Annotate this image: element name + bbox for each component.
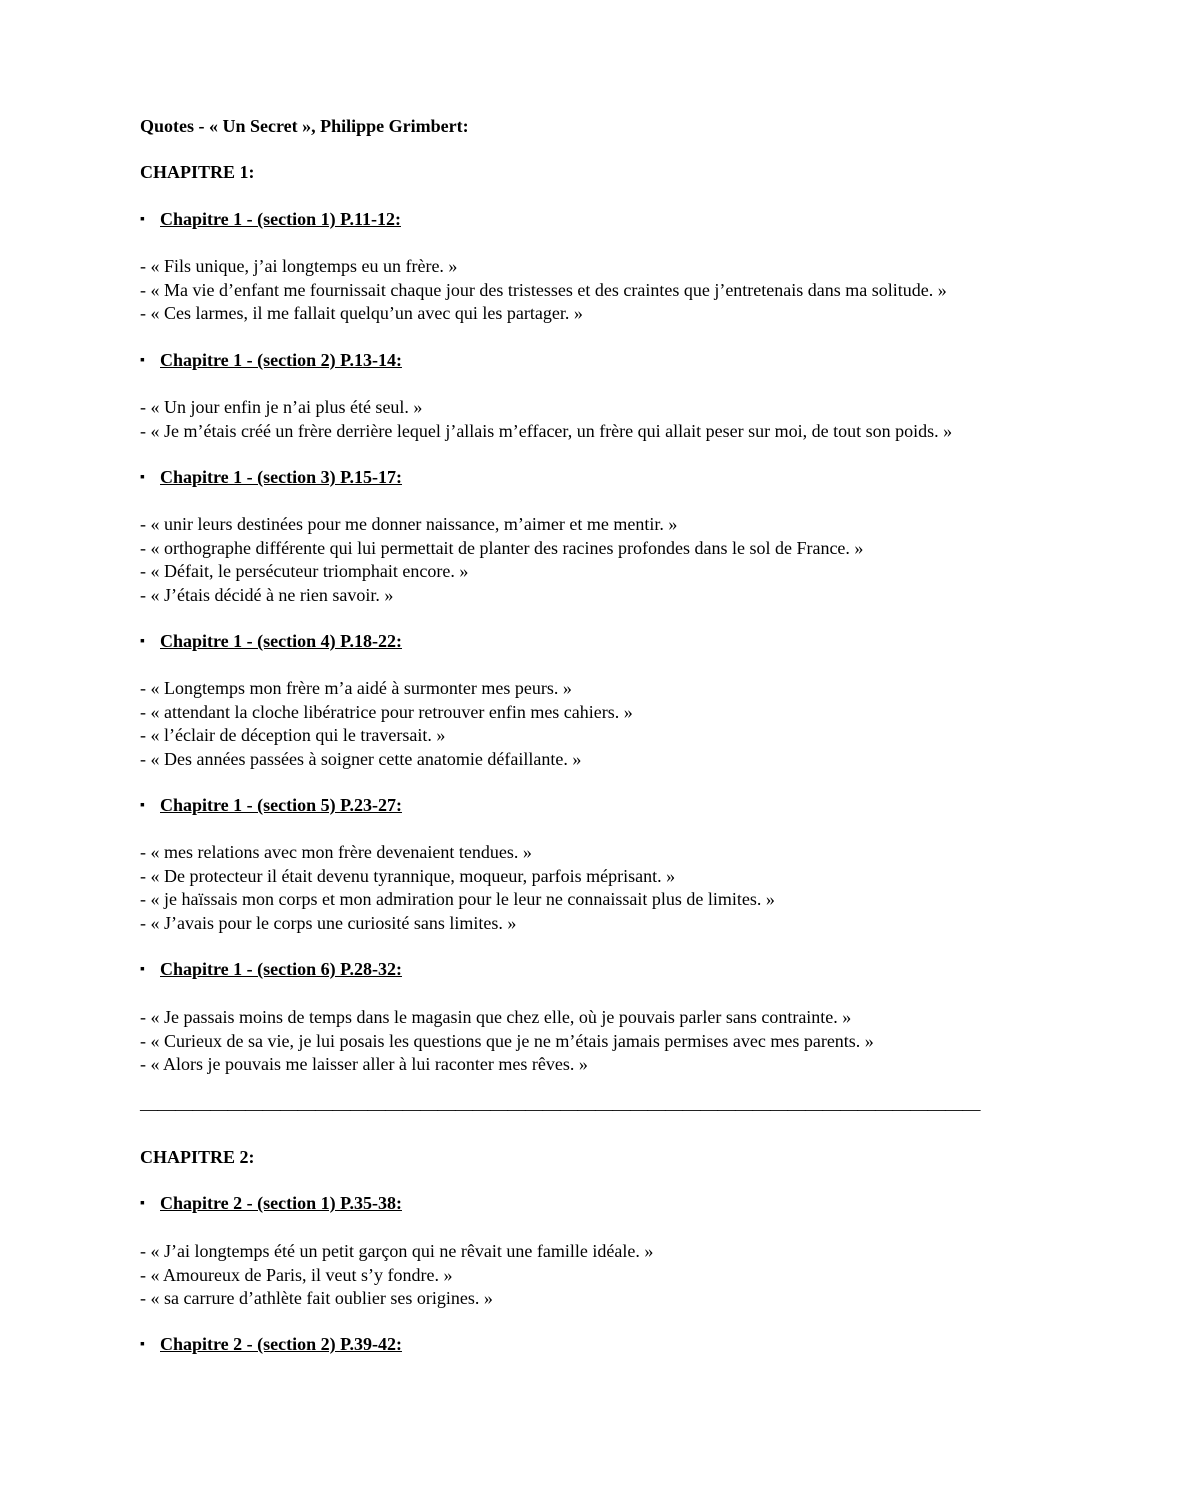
chapter-separator: ———————————————————————————————————————————————— [140, 1099, 980, 1119]
document-title: Quotes - « Un Secret », Philippe Grimbert: [140, 116, 469, 136]
bullet-icon: ▪ [140, 634, 145, 649]
section-label: Chapitre 2 - (section 2) P.39-42: [160, 1334, 402, 1354]
section-label: Chapitre 1 - (section 1) P.11-12: [160, 209, 401, 229]
section-label: Chapitre 1 - (section 4) P.18-22: [160, 631, 402, 651]
section-label: Chapitre 1 - (section 3) P.15-17: [160, 467, 402, 487]
quote-list [140, 841, 775, 935]
chapter-1-heading: CHAPITRE 1: [140, 162, 255, 182]
quote-line: - « Alors je pouvais me laisser aller à lui raconter mes rêves. » [140, 1054, 588, 1074]
quote-line: - « Fils unique, j’ai longtemps eu un frère. » [140, 256, 458, 276]
bullet-icon: ▪ [140, 353, 145, 368]
bullet-icon: ▪ [140, 798, 145, 813]
section-label: Chapitre 1 - (section 6) P.28-32: [160, 959, 402, 979]
quote-line: - « J’étais décidé à ne rien savoir. » [140, 584, 394, 605]
quote-line: - « orthographe différente qui lui permettait de planter des racines profondes dans le sol de France. » [140, 537, 864, 558]
quote-line: - « attendant la cloche libératrice pour retrouver enfin mes cahiers. » [140, 701, 633, 722]
quote-line: - « je haïssais mon corps et mon admiration pour le leur ne connaissait plus de limites. » [140, 889, 775, 909]
quote-line: - « Un jour enfin je n’ai plus été seul. » [140, 397, 423, 417]
quote-line: - « mes relations avec mon frère devenaient tendues. » [140, 842, 532, 862]
quote-list [140, 1006, 874, 1077]
bullet-icon: ▪ [140, 212, 145, 227]
quote-line: - « l’éclair de déception qui le traversait. » [140, 725, 446, 745]
quote-line: - « J’avais pour le corps une curiosité sans limites. » [140, 912, 517, 933]
quote-line: - « Défait, le persécuteur triomphait encore. » [140, 561, 469, 581]
quote-list [140, 396, 952, 443]
quote-list [140, 1240, 653, 1311]
quote-line: - « Ma vie d’enfant me fournissait chaque jour des tristesses et des craintes que j’entretenais dans ma solitude. » [140, 279, 947, 300]
quote-line: - « sa carrure d’athlète fait oublier ses origines. » [140, 1288, 493, 1308]
section-label: Chapitre 1 - (section 2) P.13-14: [160, 350, 402, 370]
quote-line: - « De protecteur il était devenu tyrannique, moqueur, parfois méprisant. » [140, 865, 676, 886]
quote-line: - « Amoureux de Paris, il veut s’y fondre. » [140, 1264, 453, 1285]
quote-line: - « Je passais moins de temps dans le magasin que chez elle, où je pouvais parler sans contrainte. » [140, 1007, 852, 1027]
quote-line: - « Longtemps mon frère m’a aidé à surmonter mes peurs. » [140, 678, 572, 698]
bullet-icon: ▪ [140, 1337, 145, 1352]
quote-list [140, 513, 863, 607]
bullet-icon: ▪ [140, 1196, 145, 1211]
section-label: Chapitre 1 - (section 5) P.23-27: [160, 795, 402, 815]
quote-line: - « unir leurs destinées pour me donner naissance, m’aimer et me mentir. » [140, 514, 678, 534]
chapter-2-heading: CHAPITRE 2: [140, 1147, 255, 1167]
bullet-icon: ▪ [140, 470, 145, 485]
quote-line: - « Ces larmes, il me fallait quelqu’un avec qui les partager. » [140, 303, 583, 323]
quote-line: - « Je m’étais créé un frère derrière lequel j’allais m’effacer, un frère qui allait peser sur moi, de tout son poids. » [140, 420, 953, 441]
quote-line: - « Des années passées à soigner cette anatomie défaillante. » [140, 748, 582, 769]
quote-line: - « J’ai longtemps été un petit garçon qui ne rêvait une famille idéale. » [140, 1241, 654, 1261]
quote-line: - « Curieux de sa vie, je lui posais les questions que je ne m’étais jamais permises avec mes parents. » [140, 1030, 874, 1051]
section-label: Chapitre 2 - (section 1) P.35-38: [160, 1193, 402, 1213]
bullet-icon: ▪ [140, 962, 145, 977]
quote-list [140, 677, 633, 771]
quote-list [140, 255, 947, 326]
